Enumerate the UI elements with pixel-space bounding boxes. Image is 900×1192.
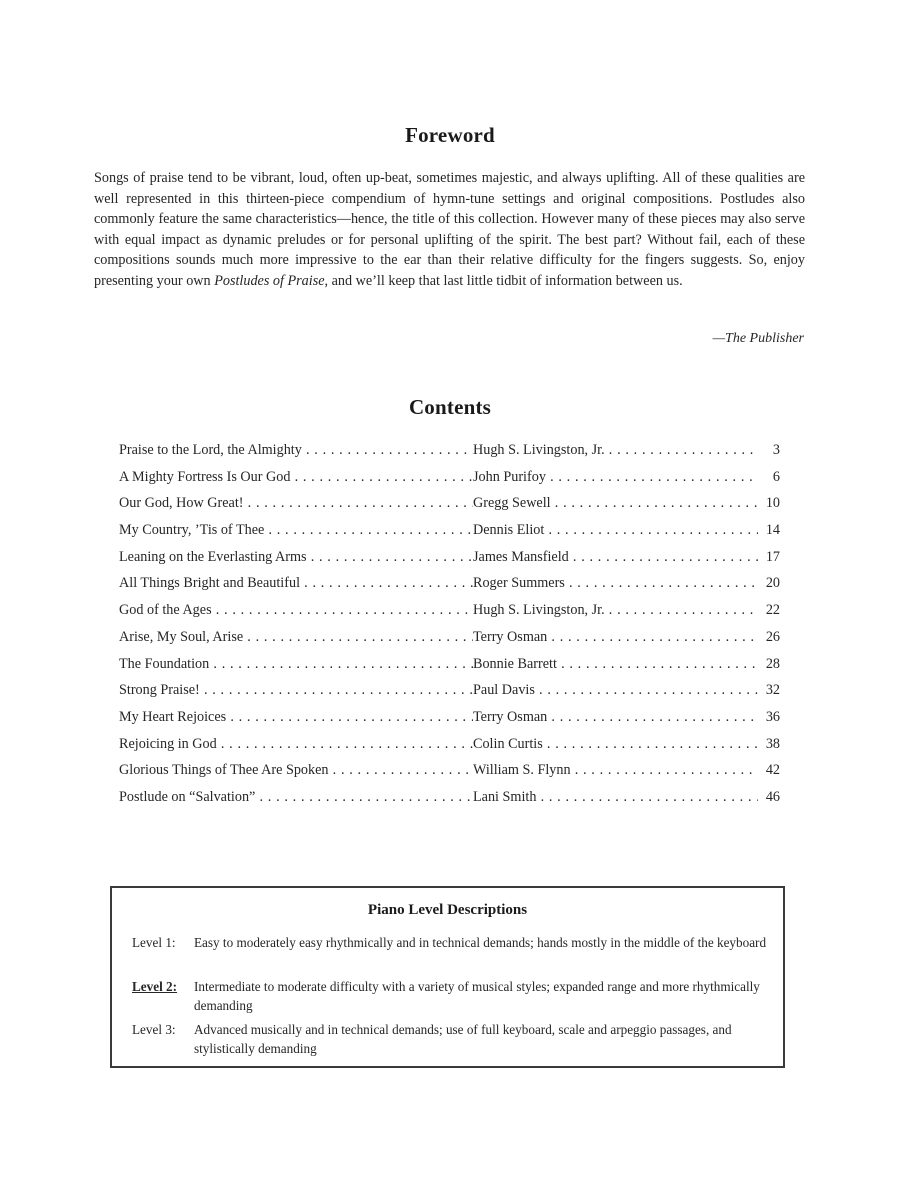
toc-page-number: 26 bbox=[765, 624, 780, 651]
toc-piece-title: A Mighty Fortress Is Our God . . . bbox=[119, 464, 473, 491]
toc-piece-title: Strong Praise! . . . bbox=[119, 677, 473, 704]
toc-composer: Hugh S. Livingston, Jr. . . . bbox=[473, 597, 758, 624]
level-label: Level 1: bbox=[132, 935, 176, 950]
toc-page-number: 22 bbox=[765, 597, 780, 624]
toc-composer: Paul Davis . . . bbox=[473, 677, 758, 704]
toc-entry bbox=[119, 784, 780, 811]
toc-piece-title: My Country, ’Tis of Thee . . . bbox=[119, 517, 473, 544]
toc-entry bbox=[119, 464, 780, 491]
toc-composer: Lani Smith . . . bbox=[473, 784, 758, 811]
toc-entry bbox=[119, 624, 780, 651]
toc-entry bbox=[119, 731, 780, 758]
toc-composer: Roger Summers . . . bbox=[473, 570, 758, 597]
toc-page-number: 14 bbox=[765, 517, 780, 544]
toc-composer: Gregg Sewell . . . bbox=[473, 490, 758, 517]
piano-level-box bbox=[110, 886, 785, 1068]
toc-entry bbox=[119, 597, 780, 624]
toc-entry bbox=[119, 437, 780, 464]
level-label: Level 3: bbox=[132, 1022, 176, 1037]
foreword-book-title: Postludes of Praise bbox=[214, 272, 325, 289]
level-description: Easy to moderately easy rhythmically and in technical demands; hands mostly in the middle of the keyboard bbox=[194, 935, 767, 950]
toc-composer: James Mansfield . . . bbox=[473, 544, 758, 571]
toc-composer: John Purifoy . . . bbox=[473, 464, 758, 491]
toc-piece-title: Our God, How Great! . . . bbox=[119, 490, 473, 517]
foreword-text-part1: Songs of praise tend to be vibrant, loud, often up-beat, sometimes majestic, and always uplifting. All of these qualities are well represented in this thirteen-piece compendium of hymn-tune settings and original compositions. Postludes also commonly feature the same characteristics—hence, the title of this collection. However many of these pieces may also serve with equal impact as dynamic preludes or for personal uplifting of the spirit. The best part? Without fail, each of these compositions sounds much more impressive to the ear than their relative difficulty for the fingers suggests. So, enjoy presenting your own bbox=[94, 170, 805, 289]
toc-page-number: 20 bbox=[765, 570, 780, 597]
toc-composer: Dennis Eliot . . . bbox=[473, 517, 758, 544]
toc-page-number: 10 bbox=[765, 490, 780, 517]
toc-entry bbox=[119, 757, 780, 784]
toc-piece-title: Rejoicing in God . . . bbox=[119, 731, 473, 758]
level-description: Intermediate to moderate difficulty with a variety of musical styles; expanded range and more rhythmically demanding bbox=[194, 979, 760, 1013]
toc-page-number: 36 bbox=[765, 704, 780, 731]
toc-piece-title: All Things Bright and Beautiful . . . bbox=[119, 570, 473, 597]
toc-page-number: 46 bbox=[765, 784, 780, 811]
toc-composer: Colin Curtis . . . bbox=[473, 731, 758, 758]
foreword-signature: —The Publisher bbox=[712, 331, 804, 346]
toc-composer: Bonnie Barrett . . . bbox=[473, 651, 758, 678]
foreword-text-part2: , and we’ll keep that last little tidbit of information between us. bbox=[324, 272, 683, 289]
piano-level-title: Piano Level Descriptions bbox=[367, 902, 528, 918]
toc-page-number: 42 bbox=[765, 757, 780, 784]
toc-piece-title: Postlude on “Salvation” . . . bbox=[119, 784, 473, 811]
toc-piece-title: God of the Ages . . . bbox=[119, 597, 473, 624]
foreword-title: Foreword bbox=[405, 123, 495, 147]
toc-entry bbox=[119, 677, 780, 704]
toc-page-number: 32 bbox=[765, 677, 780, 704]
toc-piece-title: Praise to the Lord, the Almighty . . . bbox=[119, 437, 473, 464]
foreword-paragraph bbox=[94, 168, 805, 291]
toc-composer: Terry Osman . . . bbox=[473, 704, 758, 731]
level-description: Advanced musically and in technical demands; use of full keyboard, scale and arpeggio passages, and stylistically demanding bbox=[194, 1022, 732, 1056]
toc-composer: Hugh S. Livingston, Jr. . . . bbox=[473, 437, 758, 464]
toc-page-number: 3 bbox=[772, 437, 780, 464]
toc-piece-title: My Heart Rejoices . . . bbox=[119, 704, 473, 731]
toc-page-number: 28 bbox=[765, 651, 780, 678]
toc-composer: Terry Osman . . . bbox=[473, 624, 758, 651]
toc-page-number: 6 bbox=[772, 464, 780, 491]
toc-entry bbox=[119, 517, 780, 544]
toc-piece-title: Leaning on the Everlasting Arms . . . bbox=[119, 544, 473, 571]
contents-title: Contents bbox=[408, 395, 492, 419]
table-of-contents bbox=[119, 437, 780, 811]
toc-piece-title: The Foundation . . . bbox=[119, 651, 473, 678]
toc-entry bbox=[119, 570, 780, 597]
toc-entry bbox=[119, 544, 780, 571]
toc-piece-title: Glorious Things of Thee Are Spoken . . . bbox=[119, 757, 473, 784]
toc-piece-title: Arise, My Soul, Arise . . . bbox=[119, 624, 473, 651]
toc-composer: William S. Flynn . . . bbox=[473, 757, 758, 784]
level-label: Level 2: bbox=[132, 979, 178, 994]
toc-entry bbox=[119, 704, 780, 731]
toc-page-number: 38 bbox=[765, 731, 780, 758]
toc-entry bbox=[119, 490, 780, 517]
toc-entry bbox=[119, 651, 780, 678]
toc-page-number: 17 bbox=[765, 544, 780, 571]
